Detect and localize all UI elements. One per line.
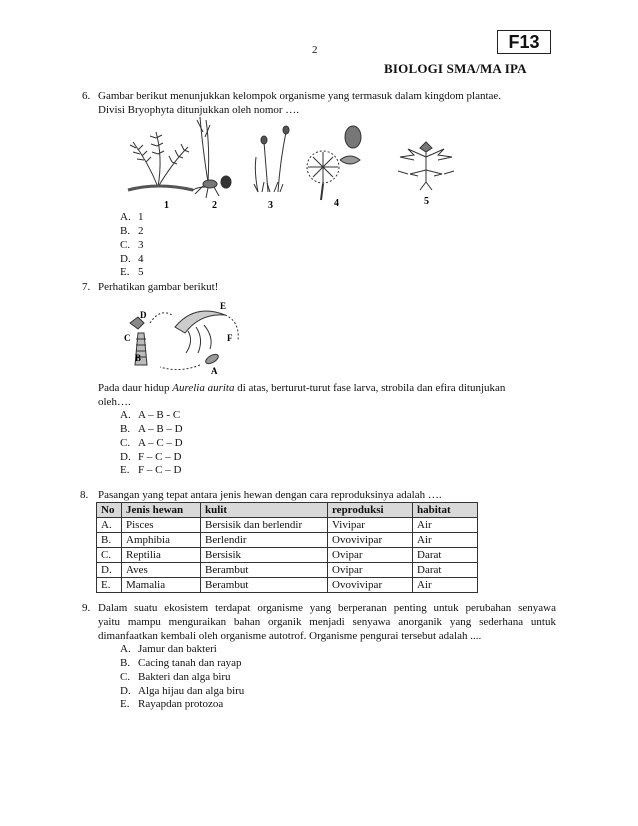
q7-fig-label-a: A: [211, 366, 218, 376]
option-letter: E.: [120, 266, 130, 278]
table-cell: Berlendir: [201, 533, 328, 548]
q6-option-a[interactable]: [120, 210, 144, 224]
option-text: F – C – D: [138, 464, 182, 476]
option-text: Cacing tanah dan rayap: [138, 657, 242, 669]
q9-option-d[interactable]: [120, 684, 244, 698]
table-row: [97, 563, 478, 578]
q7-fig-label-c: C: [124, 333, 131, 343]
table-row: [97, 578, 478, 593]
table-cell: C.: [97, 548, 122, 563]
q9-option-c[interactable]: [120, 670, 231, 684]
q7-option-a[interactable]: [120, 408, 180, 422]
root-plant-2: [192, 117, 231, 198]
option-letter: A.: [120, 409, 131, 421]
table-row: [97, 548, 478, 563]
option-text: A – B – D: [138, 423, 183, 435]
option-text: 4: [138, 253, 144, 265]
q6-text-line2: Divisi Bryophyta ditunjukkan oleh nomor ….: [98, 104, 300, 116]
moss-plant-3: [254, 126, 289, 192]
q7-body-post: di atas, berturut-turut fase larva, strobila dan efira ditunjukan: [234, 382, 506, 394]
table-row: [97, 533, 478, 548]
q6-option-e[interactable]: [120, 265, 144, 279]
option-text: 1: [138, 211, 144, 223]
reproduction-table: [96, 502, 478, 593]
option-letter: C.: [120, 671, 131, 683]
subject-title: BIOLOGI SMA/MA IPA: [384, 61, 527, 76]
col-header-reproduksi: reproduksi: [328, 503, 413, 518]
option-text: 3: [138, 239, 144, 251]
table-cell: Air: [413, 578, 478, 593]
option-letter: B.: [120, 657, 131, 669]
option-text: A – C – D: [138, 437, 183, 449]
table-cell: Vivipar: [328, 518, 413, 533]
exam-code-box: F13: [497, 30, 551, 54]
q9-option-a[interactable]: [120, 642, 217, 656]
option-letter: C.: [120, 239, 131, 251]
q8-text: Pasangan yang tepat antara jenis hewan dengan cara reproduksinya adalah ….: [98, 489, 442, 501]
q7-aurelia-lifecycle-figure: [100, 293, 260, 377]
option-letter: B.: [120, 423, 131, 435]
option-text: F – C – D: [138, 451, 182, 463]
table-cell: B.: [97, 533, 122, 548]
q7-fig-label-e: E: [220, 301, 227, 311]
q7-body-pre: Pada daur hidup: [98, 382, 173, 394]
q8-number: 8.: [80, 489, 89, 501]
col-header-habitat: habitat: [413, 503, 478, 518]
q7-fig-label-f: F: [227, 333, 233, 343]
q9-text-line3: dimanfaatkan kembali oleh organisme autotrof. Organisme pengurai tersebut adalah ....: [98, 630, 482, 642]
q9-option-b[interactable]: [120, 656, 242, 670]
fern-plant-1: [128, 132, 193, 190]
option-text: Rayapdan protozoa: [138, 698, 224, 710]
option-text: 2: [138, 225, 144, 237]
option-letter: A.: [120, 211, 131, 223]
table-cell: Berambut: [201, 563, 328, 578]
page-number: 2: [312, 44, 318, 56]
option-letter: E.: [120, 698, 130, 710]
table-row: [97, 518, 478, 533]
table-cell: Mamalia: [122, 578, 201, 593]
q7-text: Perhatikan gambar berikut!: [98, 281, 219, 293]
flower-plant-5: [398, 142, 454, 190]
table-cell: Ovovivipar: [328, 533, 413, 548]
q9-text-line1: Dalam suatu ekosistem terdapat organisme yang berperanan penting untuk perubahan senyawa: [98, 602, 556, 614]
table-cell: Amphibia: [122, 533, 201, 548]
col-header-kulit: kulit: [201, 503, 328, 518]
q9-number: 9.: [82, 602, 91, 614]
option-text: Bakteri dan alga biru: [138, 671, 231, 683]
q6-option-c[interactable]: [120, 238, 144, 252]
q7-number: 7.: [82, 281, 91, 293]
q6-fig-label-5: 5: [424, 196, 429, 207]
q6-fig-label-1: 1: [164, 200, 169, 210]
table-cell: Ovipar: [328, 548, 413, 563]
q6-plant-figure: [108, 112, 468, 210]
option-letter: B.: [120, 225, 131, 237]
table-cell: Ovipar: [328, 563, 413, 578]
q7-option-d[interactable]: [120, 450, 181, 464]
table-cell: Bersisik dan berlendir: [201, 518, 328, 533]
q6-fig-label-2: 2: [212, 200, 217, 210]
col-header-jenis-hewan: Jenis hewan: [122, 503, 201, 518]
table-cell: E.: [97, 578, 122, 593]
q7-option-b[interactable]: [120, 422, 183, 436]
q7-fig-label-d: D: [140, 310, 147, 320]
table-cell: A.: [97, 518, 122, 533]
q6-text-line1: Gambar berikut menunjukkan kelompok organisme yang termasuk dalam kingdom plantae.: [98, 90, 502, 102]
q6-option-d[interactable]: [120, 252, 144, 266]
table-cell: Air: [413, 533, 478, 548]
table-cell: Pisces: [122, 518, 201, 533]
table-cell: Aves: [122, 563, 201, 578]
option-text: A – B - C: [138, 409, 181, 421]
option-text: Jamur dan bakteri: [138, 643, 217, 655]
q9-text-line2: yaitu mampu menguraikan bahan organik menjadi senyawa anorganik yang sederhana untuk: [98, 616, 556, 628]
option-text: Alga hijau dan alga biru: [138, 685, 245, 697]
table-cell: Berambut: [201, 578, 328, 593]
table-cell: Ovovivipar: [328, 578, 413, 593]
table-cell: Bersisik: [201, 548, 328, 563]
q7-species-name: Aurelia aurita: [172, 382, 235, 394]
q6-fig-label-4: 4: [334, 198, 339, 209]
option-letter: C.: [120, 437, 131, 449]
q6-option-b[interactable]: [120, 224, 144, 238]
q7-body-line1: [98, 381, 556, 395]
option-letter: D.: [120, 685, 131, 697]
q7-body-line2: oleh….: [98, 396, 131, 408]
table-cell: Reptilia: [122, 548, 201, 563]
q9-option-e[interactable]: [120, 697, 223, 711]
q7-option-c[interactable]: [120, 436, 183, 450]
q6-number: 6.: [82, 90, 91, 102]
option-letter: D.: [120, 451, 131, 463]
option-letter: E.: [120, 464, 130, 476]
q7-fig-label-b: B: [135, 353, 142, 363]
col-header-no: No: [97, 503, 122, 518]
table-cell: Darat: [413, 563, 478, 578]
table-cell: D.: [97, 563, 122, 578]
q7-option-e[interactable]: [120, 463, 181, 477]
option-letter: A.: [120, 643, 131, 655]
option-letter: D.: [120, 253, 131, 265]
table-cell: Darat: [413, 548, 478, 563]
table-cell: Air: [413, 518, 478, 533]
q6-fig-label-3: 3: [268, 200, 273, 210]
option-text: 5: [138, 266, 144, 278]
table-header-row: [97, 503, 478, 518]
cone-plant-4: [307, 126, 361, 200]
